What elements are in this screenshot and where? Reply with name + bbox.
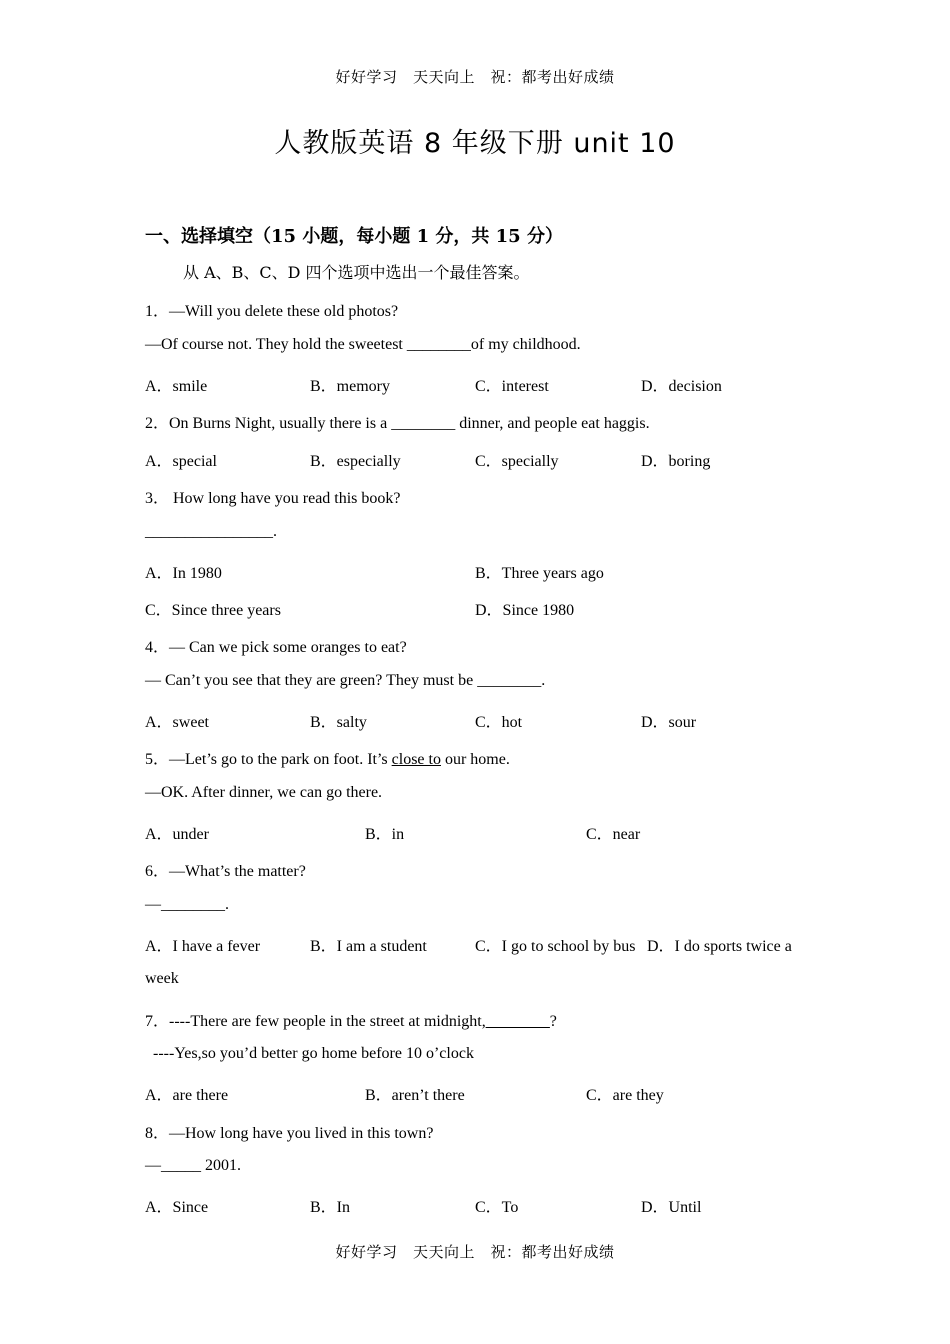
question-1-option-b[interactable]: B．memory — [310, 378, 390, 395]
section-heading: 一、选择填空（15 小题，每小题 1 分，共 15 分） — [145, 226, 563, 247]
question-6-option-d-continued: week — [145, 970, 179, 987]
question-2-option-d[interactable]: D．boring — [641, 453, 711, 470]
question-5-option-b[interactable]: B．in — [365, 826, 405, 843]
question-3-stem: 3． How long have you read this book? — [145, 490, 401, 507]
question-4-option-d[interactable]: D．sour — [641, 714, 697, 731]
question-4-option-b[interactable]: B．salty — [310, 714, 367, 731]
question-5-option-c[interactable]: C．near — [586, 826, 641, 843]
question-3-answer-blank: ________________. — [145, 523, 277, 540]
question-2-option-a[interactable]: A．special — [145, 453, 217, 470]
question-2-stem: 2．On Burns Night, usually there is a ________ dinner, and people eat haggis. — [145, 415, 650, 432]
question-1-option-d[interactable]: D．decision — [641, 378, 722, 395]
question-8-option-d[interactable]: D．Until — [641, 1199, 702, 1216]
question-7-option-b[interactable]: B．aren’t there — [365, 1087, 465, 1104]
question-8-option-c[interactable]: C．To — [475, 1199, 519, 1216]
question-8-stem: 8．—How long have you lived in this town? — [145, 1125, 434, 1142]
question-1-option-a[interactable]: A．smile — [145, 378, 208, 395]
question-6-option-d[interactable]: D．I do sports twice a — [647, 938, 792, 955]
question-6-response: —________. — [145, 896, 229, 913]
question-6-option-a[interactable]: A．I have a fever — [145, 938, 261, 955]
question-5-stem-end: our home. — [440, 751, 510, 768]
page-title: 人教版英语 8 年级下册 unit 10 — [274, 128, 676, 159]
question-7-stem — [145, 1008, 557, 1031]
question-7-stem-end: ? — [549, 1013, 557, 1030]
question-3-option-b[interactable]: B．Three years ago — [475, 565, 604, 582]
question-4-option-a[interactable]: A．sweet — [145, 714, 209, 731]
question-7-response: ----Yes,so you’d better go home before 10 o’clock — [145, 1045, 474, 1062]
section-instruction: 从 A、B、C、D 四个选项中选出一个最佳答案。 — [183, 263, 530, 282]
question-8-option-a[interactable]: A．Since — [145, 1199, 209, 1216]
question-4-option-c[interactable]: C．hot — [475, 714, 523, 731]
page-footer: 好好学习 天天向上 祝：都考出好成绩 — [335, 1243, 615, 1261]
question-5-stem — [145, 746, 510, 769]
question-5-underlined-phrase: close to — [391, 751, 441, 768]
page-header: 好好学习 天天向上 祝：都考出好成绩 — [335, 68, 615, 86]
question-4-stem: 4．— Can we pick some oranges to eat? — [145, 639, 407, 656]
question-7-blank: ________ — [485, 1013, 550, 1030]
question-5-stem-text: 5．—Let’s go to the park on foot. It’s — [145, 751, 392, 768]
question-3-option-d[interactable]: D．Since 1980 — [475, 602, 575, 619]
question-6-stem: 6．—What’s the matter? — [145, 863, 306, 880]
question-6-option-c[interactable]: C．I go to school by bus — [475, 938, 636, 955]
question-7-option-a[interactable]: A．are there — [145, 1087, 229, 1104]
question-1-stem: 1．—Will you delete these old photos? — [145, 303, 399, 320]
question-1-response: —Of course not. They hold the sweetest ________of my childhood. — [145, 336, 581, 353]
question-8-response: —_____ 2001. — [145, 1157, 241, 1174]
question-4-response: — Can’t you see that they are green? They must be ________. — [145, 672, 546, 689]
question-8-option-b[interactable]: B．In — [310, 1199, 351, 1216]
question-5-option-a[interactable]: A．under — [145, 826, 209, 843]
question-2-option-b[interactable]: B．especially — [310, 453, 401, 470]
question-2-option-c[interactable]: C．specially — [475, 453, 559, 470]
question-7-option-c[interactable]: C．are they — [586, 1087, 664, 1104]
question-3-option-c[interactable]: C．Since three years — [145, 602, 281, 619]
question-3-option-a[interactable]: A．In 1980 — [145, 565, 222, 582]
question-5-response: —OK. After dinner, we can go there. — [145, 784, 383, 801]
question-1-option-c[interactable]: C．interest — [475, 378, 549, 395]
question-6-option-b[interactable]: B．I am a student — [310, 938, 427, 955]
question-7-stem-text: 7．----There are few people in the street at midnight, — [145, 1013, 486, 1030]
